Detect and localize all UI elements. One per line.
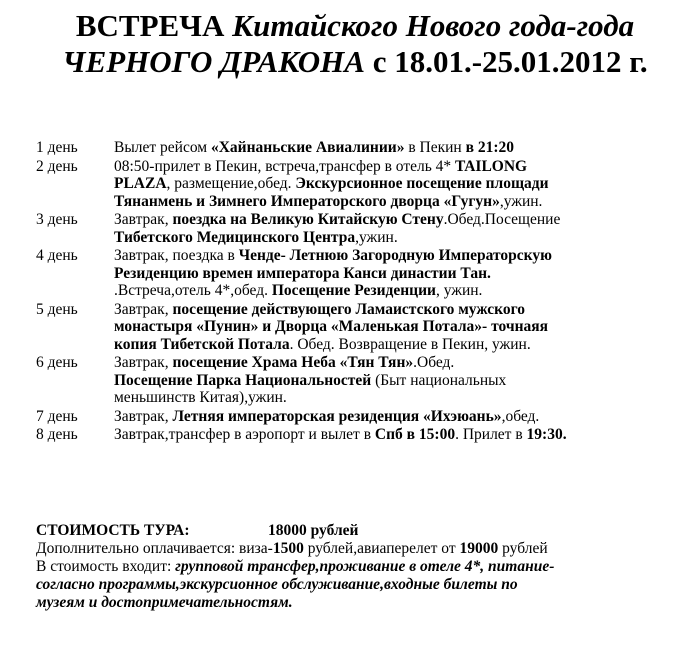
title-event: ВСТРЕЧА <box>75 8 233 43</box>
day-description-line <box>114 193 686 211</box>
included-line-1 <box>36 558 686 576</box>
day-description <box>114 158 686 211</box>
day-label: 1 день <box>36 139 78 156</box>
day-description <box>114 426 686 444</box>
day-row <box>36 158 686 211</box>
text-run: посещение Храма Неба «Тян Тян» <box>172 354 414 371</box>
day-description-line <box>114 408 686 426</box>
day-description-line <box>114 372 686 390</box>
text-run: Завтрак, <box>114 211 173 228</box>
day-description-line <box>114 265 686 283</box>
included-line-3: музеям и достопримечательностям. <box>36 594 293 611</box>
day-label: 4 день <box>36 247 78 264</box>
title-line-1 <box>20 8 690 44</box>
day-row <box>36 426 686 444</box>
day-description <box>114 354 686 407</box>
price-label: СТОИМОСТЬ ТУРА: <box>36 522 190 539</box>
text-run: копия Тибетской Потала <box>114 335 290 353</box>
text-run: (Быт национальных <box>371 371 507 389</box>
day-row <box>36 139 686 157</box>
text-run: TAILONG <box>455 157 528 175</box>
text-run: рублей <box>498 540 548 557</box>
text-run: Летняя императорская резиденция «Ихэюань» <box>172 407 502 425</box>
day-label: 8 день <box>36 426 78 443</box>
text-run: Завтрак, <box>114 407 173 425</box>
text-run: .Встреча,отель 4*,обед. <box>114 282 272 299</box>
text-run: Дополнительно оплачивается: виза- <box>36 540 273 557</box>
day-description-line <box>114 282 686 300</box>
text-run: . Обед. Возвращение в Пекин, ужин. <box>289 335 531 353</box>
day-description <box>114 211 686 246</box>
text-run: Ченде- Летнюю Загородную Императорскую <box>238 247 552 264</box>
day-description-line <box>114 175 686 193</box>
day-row <box>36 301 686 354</box>
included-label: В стоимость входит: <box>36 558 176 575</box>
day-description-line <box>114 318 686 336</box>
day-label: 3 день <box>36 211 78 228</box>
day-description <box>114 301 686 354</box>
text-run: ,обед. <box>501 407 540 425</box>
day-description-line <box>114 389 686 407</box>
day-description-line <box>114 301 686 319</box>
title-dates: с 18.01.-25.01.2012 г. <box>364 44 648 79</box>
day-description-line <box>114 229 686 247</box>
itinerary <box>36 139 686 445</box>
page-title <box>20 8 690 80</box>
text-run: Тянанмень и Зимнего Императорского дворца «Гугун» <box>114 192 500 210</box>
text-run: Вылет рейсом <box>114 139 211 156</box>
extra-costs <box>36 540 686 558</box>
included-text: групповой трансфер,проживание в отеле 4*, питание- <box>175 558 555 575</box>
text-run: монастыря «Пунин» и Дворца «Маленькая Потала»- точнаяя <box>114 318 549 335</box>
text-run: Спб в 15:00 <box>374 426 456 443</box>
day-description <box>114 139 686 157</box>
tour-pricing <box>36 522 686 612</box>
text-run: Экскурсионное посещение площади <box>295 175 549 192</box>
day-description-line <box>114 354 686 372</box>
text-run: Завтрак,трансфер в аэропорт и вылет в <box>114 426 375 443</box>
day-label: 6 день <box>36 354 78 371</box>
price-row <box>36 522 686 540</box>
title-holiday: Китайского Нового года-года <box>232 8 635 43</box>
text-run: Резиденцию времен императора Канси династии Тан. <box>114 264 491 282</box>
text-run: Завтрак, <box>114 354 173 371</box>
text-run: Посещение Резиденции <box>271 282 436 299</box>
text-run: . Прилет в <box>455 426 527 443</box>
day-row <box>36 247 686 300</box>
text-run: 19:30. <box>526 426 567 443</box>
text-run: .Обед.Посещение <box>443 211 561 228</box>
day-row <box>36 408 686 426</box>
text-run: рублей,авиаперелет от <box>303 540 460 557</box>
text-run: ,ужин. <box>499 192 543 210</box>
text-run: меньшинств Китая),ужин. <box>114 389 287 406</box>
text-run: 1500 <box>272 540 304 557</box>
title-line-2 <box>20 44 690 80</box>
day-label: 5 день <box>36 300 78 318</box>
text-run: посещение действующего Ламаистского мужского <box>172 300 526 318</box>
included-line-2: согласно программы,экскурсионное обслуживание,входные билеты по <box>36 576 518 593</box>
text-run: в 21:20 <box>465 139 515 156</box>
text-run: Завтрак, <box>114 300 173 318</box>
day-description-line <box>114 247 686 265</box>
day-description <box>114 408 686 426</box>
title-year-name: ЧЕРНОГО ДРАКОНА <box>62 44 365 79</box>
text-run: , размещение,обед. <box>166 175 296 192</box>
day-label: 2 день <box>36 157 78 175</box>
day-description <box>114 247 686 300</box>
day-description-line <box>114 158 686 176</box>
text-run: PLAZA <box>114 175 167 192</box>
day-description-line <box>114 211 686 229</box>
day-row <box>36 354 686 407</box>
day-row <box>36 211 686 246</box>
text-run: ,ужин. <box>355 228 398 246</box>
text-run: «Хайнаньские Авиалинии» <box>210 139 405 156</box>
day-description-line <box>114 426 686 444</box>
text-run: поездка на Великую Китайскую Стену <box>172 211 444 228</box>
text-run: .Обед. <box>413 354 455 371</box>
text-run: 19000 <box>459 540 499 557</box>
text-run: , ужин. <box>435 282 483 299</box>
day-description-line <box>114 336 686 354</box>
day-description-line <box>114 139 686 157</box>
text-run: Посещение Парка Национальностей <box>114 371 372 389</box>
text-run: в Пекин <box>404 139 466 156</box>
price-value: 18000 рублей <box>268 522 359 539</box>
text-run: 08:50-прилет в Пекин, встреча,трансфер в отель 4* <box>114 157 456 175</box>
text-run: Завтрак, поездка в <box>114 247 239 264</box>
day-label: 7 день <box>36 407 78 425</box>
text-run: Тибетского Медицинского Центра <box>114 228 356 246</box>
